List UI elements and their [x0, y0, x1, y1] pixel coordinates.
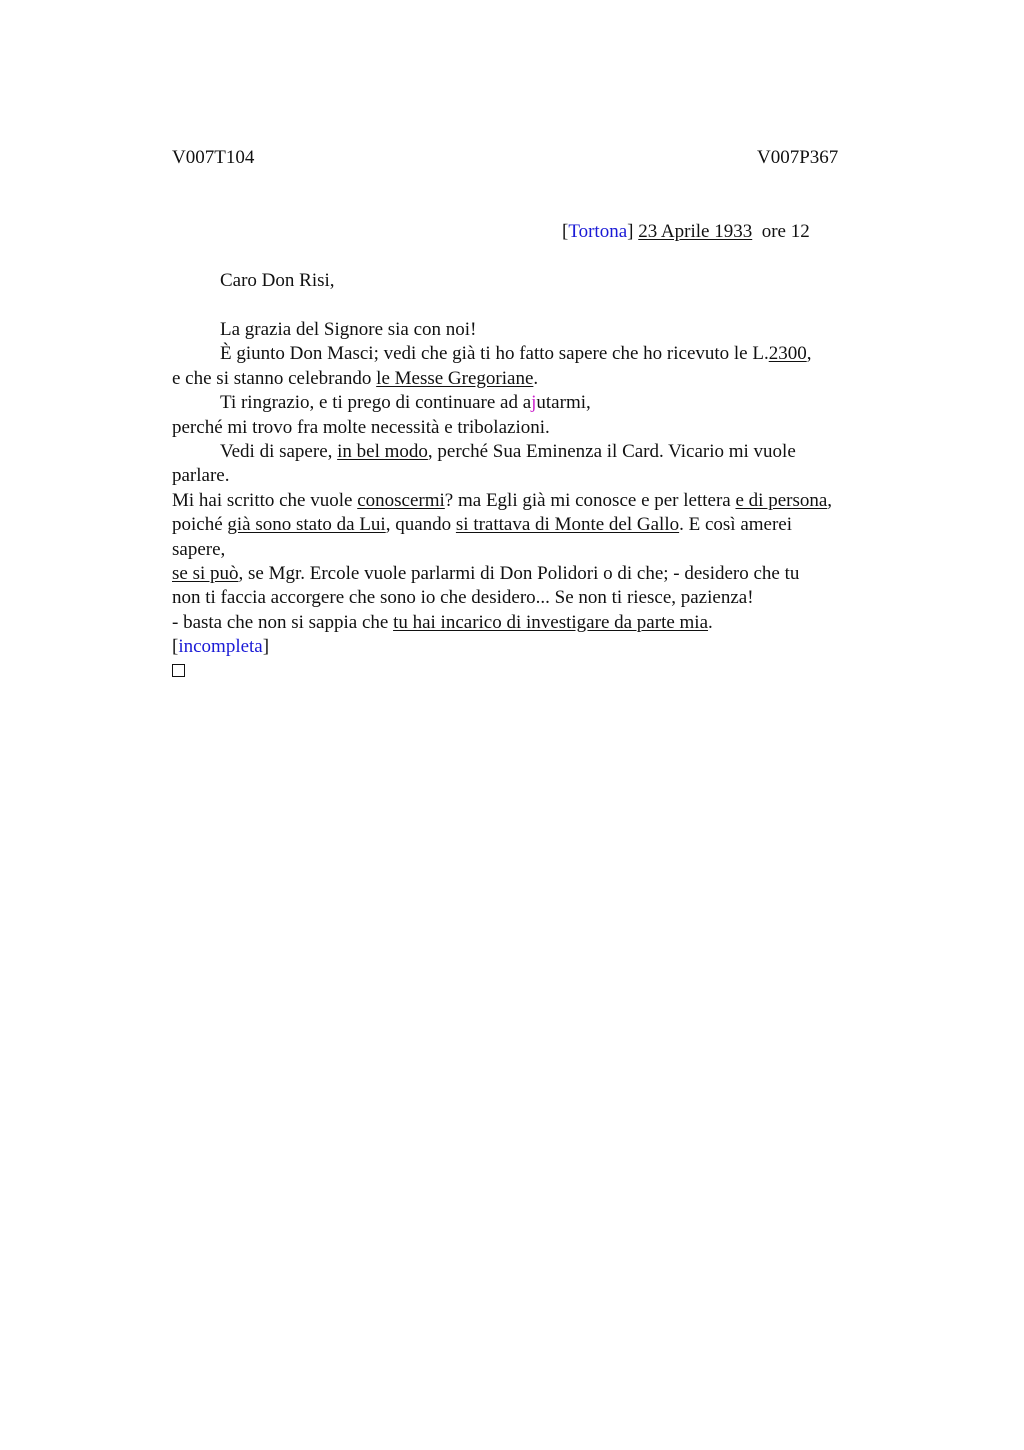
text-run: - basta che non si sappia che — [172, 611, 394, 633]
letter-line — [172, 611, 892, 635]
text-run: , quando — [385, 514, 456, 536]
letter-line: La grazia del Signore sia con noi! — [220, 319, 477, 340]
letter-line: non ti faccia accorgere che sono io che desidero... Se non ti riesce, pazienza! — [172, 587, 754, 609]
underlined-phrase: già sono stato da Lui — [227, 514, 386, 536]
text-run: [ — [172, 636, 179, 658]
text-run: poiché — [172, 514, 228, 536]
text-run: ] — [262, 636, 270, 658]
letter-line — [172, 562, 892, 586]
letter-line — [172, 513, 892, 537]
underlined-phrase: conoscermi — [357, 489, 445, 511]
salutation: Caro Don Risi, — [220, 270, 335, 291]
text-run: , perché Sua Eminenza il Card. Vicario mi vuole — [427, 440, 796, 462]
letter-body — [172, 318, 892, 684]
letter-line — [172, 440, 892, 464]
underlined-amount: 2300 — [768, 343, 807, 365]
text-run: È giunto Don Masci; vedi che già ti ho fatto sapere che ho ricevuto le L. — [220, 343, 769, 365]
letter-line: perché mi trovo fra molte necessità e tribolazioni. — [172, 416, 550, 438]
dateline-time: ore 12 — [761, 221, 810, 242]
underlined-phrase: si trattava di Monte del Gallo — [455, 514, 680, 536]
letter-line: sapere, — [172, 538, 226, 560]
dateline-bracket-close: ] — [627, 221, 634, 242]
editorial-note: incompleta — [178, 636, 263, 658]
letter-line: parlare. — [172, 465, 230, 487]
letter-line — [172, 391, 892, 415]
text-run: Mi hai scritto che vuole — [172, 489, 358, 511]
dateline-date: 23 Aprile 1933 — [638, 221, 753, 242]
letter-line — [172, 367, 892, 391]
text-run: , — [806, 343, 812, 365]
document-code-right: V007P367 — [757, 147, 839, 168]
letter-line — [172, 489, 892, 513]
underlined-phrase: se si può — [172, 562, 239, 584]
letter-line — [172, 635, 892, 659]
end-mark-line — [172, 659, 892, 683]
underlined-phrase: le Messe Gregoriane — [376, 367, 534, 389]
text-run: , se Mgr. Ercole vuole parlarmi di Don Polidori o di che; - desidero che tu — [238, 562, 800, 584]
text-run: ? ma Egli già mi conosce e per lettera — [444, 489, 736, 511]
dateline-place: Tortona — [568, 221, 628, 242]
text-run: . E così amerei — [679, 514, 793, 536]
text-run: . — [533, 367, 539, 389]
text-run: . — [708, 611, 713, 633]
underlined-phrase: tu hai incarico di investigare da parte mia — [393, 611, 709, 633]
underlined-phrase: e di persona — [735, 489, 828, 511]
dateline — [562, 221, 810, 243]
text-run: , — [827, 489, 833, 511]
text-run: e che si stanno celebrando — [172, 367, 377, 389]
text-run: Vedi di sapere, — [220, 440, 338, 462]
document-code-left: V007T104 — [172, 147, 255, 168]
underlined-phrase: in bel modo — [337, 440, 428, 462]
correction-letter: j — [531, 392, 537, 414]
dateline-bracket-open: [ — [562, 221, 569, 242]
letter-line — [172, 342, 892, 366]
text-run: Ti ringrazio, e ti prego di continuare ad a — [220, 392, 532, 414]
empty-square-icon — [172, 664, 185, 677]
text-run: utarmi, — [536, 392, 591, 414]
